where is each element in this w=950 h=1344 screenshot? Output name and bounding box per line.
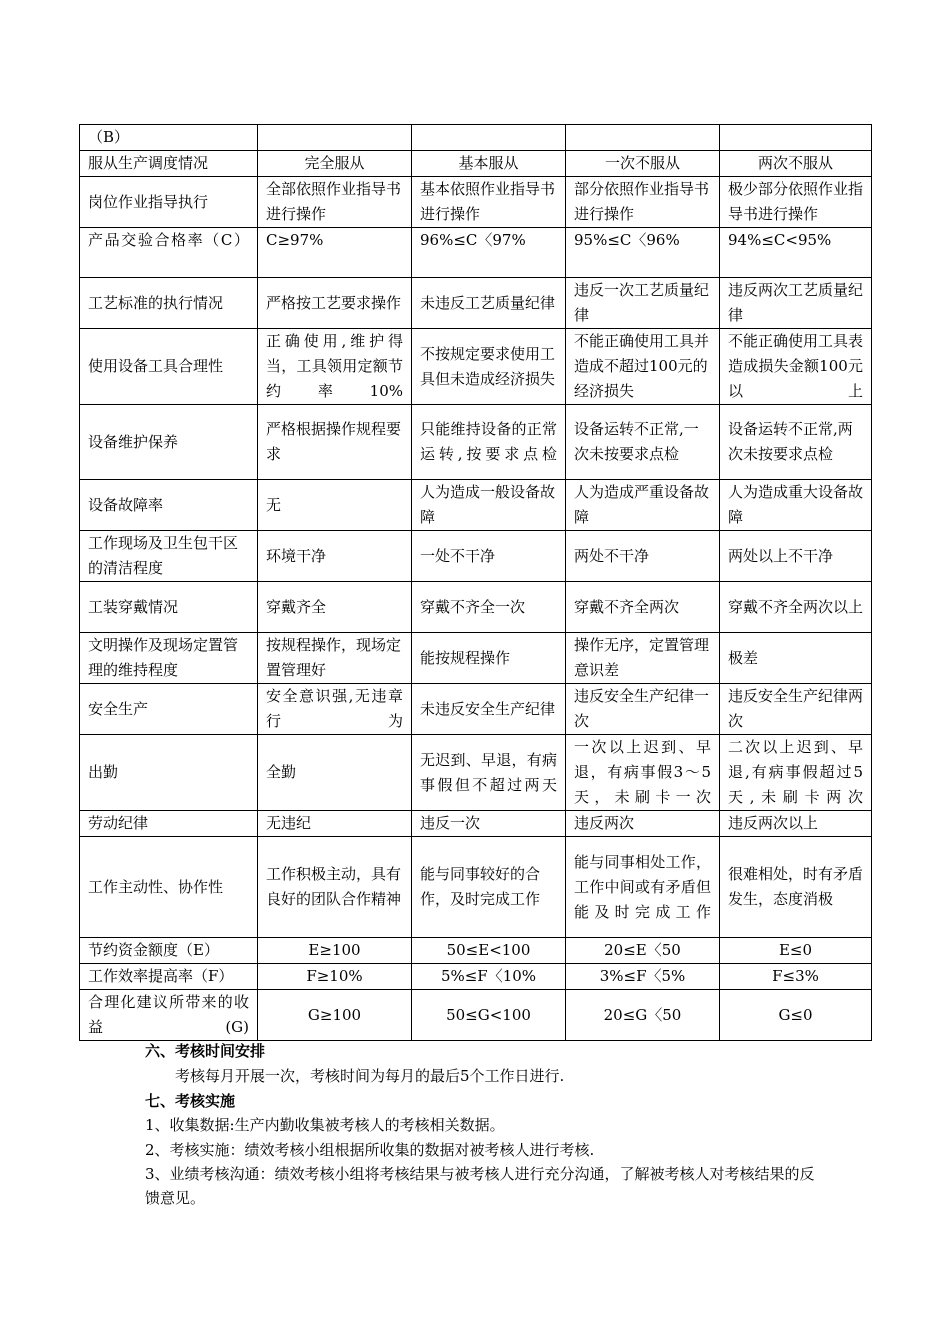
table-row: [80, 480, 872, 531]
table-row: [80, 633, 872, 684]
table-cell: F≥10%: [258, 964, 412, 990]
table-cell: 违反两次以上: [720, 811, 872, 837]
table-cell: 无违纪: [258, 811, 412, 837]
table-cell: 操作无序，定置管理意识差: [566, 633, 720, 684]
table-cell: 严格按工艺要求操作: [258, 278, 412, 329]
table-cell: 违反一次工艺质量纪律: [566, 278, 720, 329]
table-cell: 正确使用,维护得当，工具领用定额节约率10%: [258, 329, 412, 405]
table-cell: 两次不服从: [720, 151, 872, 177]
table-cell: C≥97%: [258, 228, 412, 278]
table-cell: 人为造成重大设备故障: [720, 480, 872, 531]
table-cell: 20≤E〈50: [566, 938, 720, 964]
section-7-item: 1、收集数据:生产内勤收集被考核人的考核相关数据。: [145, 1116, 505, 1134]
table-cell-criterion: 工艺标准的执行情况: [80, 278, 258, 329]
table-cell-criterion: 工作现场及卫生包干区的清洁程度: [80, 531, 258, 582]
table-cell: 无: [258, 480, 412, 531]
table-cell: 全部依照作业指导书进行操作: [258, 177, 412, 228]
table-row: [80, 684, 872, 735]
table-cell: 违反两次: [566, 811, 720, 837]
table-cell-criterion: 工作效率提高率（F）: [80, 964, 258, 990]
table-cell-criterion: 劳动纪律: [80, 811, 258, 837]
table-cell: 基本服从: [412, 151, 566, 177]
table-row: [80, 177, 872, 228]
table-cell: 设备运转不正常,两次未按要求点检: [720, 405, 872, 480]
assessment-table: [79, 124, 872, 1041]
table-cell: 违反安全生产纪律两次: [720, 684, 872, 735]
table-cell: 二次以上迟到、早退,有病事假超过5天,未刷卡两次: [720, 735, 872, 811]
table-cell: 人为造成一般设备故障: [412, 480, 566, 531]
table-cell: 50≤G<100: [412, 990, 566, 1041]
table-cell: 违反两次工艺质量纪律: [720, 278, 872, 329]
table-cell: 一处不干净: [412, 531, 566, 582]
table-cell-criterion: 安全生产: [80, 684, 258, 735]
table-cell-criterion: 岗位作业指导执行: [80, 177, 258, 228]
table-cell: 20≤G〈50: [566, 990, 720, 1041]
table-cell: 能按规程操作: [412, 633, 566, 684]
table-cell-criterion: 出勤: [80, 735, 258, 811]
table-cell: 工作积极主动，具有良好的团队合作精神: [258, 837, 412, 938]
table-cell: 两处以上不干净: [720, 531, 872, 582]
table-cell: [566, 125, 720, 151]
table-cell: 人为造成严重设备故障: [566, 480, 720, 531]
table-cell-criterion: 节约资金额度（E）: [80, 938, 258, 964]
table-cell: [412, 125, 566, 151]
table-cell: 穿戴不齐全两次: [566, 582, 720, 633]
table-cell: 不按规定要求使用工具但未造成经济损失: [412, 329, 566, 405]
table-cell: 安全意识强,无违章行为: [258, 684, 412, 735]
table-cell: E≥100: [258, 938, 412, 964]
table-cell: 未违反工艺质量纪律: [412, 278, 566, 329]
table-cell: 不能正确使用工具并造成不超过100元的经济损失: [566, 329, 720, 405]
table-cell: 基本依照作业指导书进行操作: [412, 177, 566, 228]
table-cell: 5%≤F〈10%: [412, 964, 566, 990]
table-row: [80, 125, 872, 151]
table-cell-criterion: 合理化建议所带来的收益(G): [80, 990, 258, 1041]
section-7-item: 2、考核实施：绩效考核小组根据所收集的数据对被考核人进行考核.: [145, 1141, 595, 1159]
table-cell: 只能维持设备的正常运转,按要求点检: [412, 405, 566, 480]
table-cell: 穿戴不齐全两次以上: [720, 582, 872, 633]
table-cell: 一次以上迟到、早退，有病事假3～5天，未刷卡一次: [566, 735, 720, 811]
table-cell: 穿戴齐全: [258, 582, 412, 633]
table-cell-criterion: 设备维护保养: [80, 405, 258, 480]
table-row: [80, 278, 872, 329]
table-cell: 穿戴不齐全一次: [412, 582, 566, 633]
table-row: [80, 531, 872, 582]
table-cell: 极差: [720, 633, 872, 684]
section-6-body: 考核每月开展一次，考核时间为每月的最后5个工作日进行.: [175, 1067, 565, 1085]
table-cell-criterion: 设备故障率: [80, 480, 258, 531]
table-cell: F≤3%: [720, 964, 872, 990]
table-cell: 全勤: [258, 735, 412, 811]
table-cell: 95%≤C〈96%: [566, 228, 720, 278]
table-row: [80, 151, 872, 177]
table-cell: 3%≤F〈5%: [566, 964, 720, 990]
table-cell: 一次不服从: [566, 151, 720, 177]
table-cell: 两处不干净: [566, 531, 720, 582]
table-cell: 极少部分依照作业指导书进行操作: [720, 177, 872, 228]
table-cell: 96%≤C〈97%: [412, 228, 566, 278]
table-cell: 不能正确使用工具表造成损失金额100元以上: [720, 329, 872, 405]
table-cell-criterion: 文明操作及现场定置管理的维持程度: [80, 633, 258, 684]
table-cell-criterion: （B）: [80, 125, 258, 151]
table-cell: 设备运转不正常,一次未按要求点检: [566, 405, 720, 480]
table-cell: 违反一次: [412, 811, 566, 837]
table-cell: 按规程操作，现场定置管理好: [258, 633, 412, 684]
table-cell: G≥100: [258, 990, 412, 1041]
table-cell-criterion: 服从生产调度情况: [80, 151, 258, 177]
table-cell: 环境干净: [258, 531, 412, 582]
table-cell: 50≤E<100: [412, 938, 566, 964]
table-cell: E≤0: [720, 938, 872, 964]
table-cell: 严格根据操作规程要求: [258, 405, 412, 480]
table-cell: G≤0: [720, 990, 872, 1041]
table-cell: 能与同事较好的合作，及时完成工作: [412, 837, 566, 938]
table-cell-criterion: 工装穿戴情况: [80, 582, 258, 633]
table-row: [80, 582, 872, 633]
table-row: [80, 735, 872, 811]
section-6-heading: 六、考核时间安排: [145, 1042, 266, 1060]
table-row: [80, 990, 872, 1041]
section-7-item: 3、业绩考核沟通：绩效考核小组将考核结果与被考核人进行充分沟通，了解被考核人对考核结果的反馈意见。: [145, 1165, 815, 1207]
table-cell: 很难相处，时有矛盾发生，态度消极: [720, 837, 872, 938]
table-cell: 未违反安全生产纪律: [412, 684, 566, 735]
table-cell: 无迟到、早退，有病事假但不超过两天: [412, 735, 566, 811]
section-7-heading: 七、考核实施: [145, 1092, 236, 1110]
table-row: [80, 837, 872, 938]
table-cell-criterion: 工作主动性、协作性: [80, 837, 258, 938]
table-cell: 违反安全生产纪律一次: [566, 684, 720, 735]
table-row: [80, 228, 872, 278]
table-cell: 部分依照作业指导书进行操作: [566, 177, 720, 228]
table-cell: 能与同事相处工作，工作中间或有矛盾但能及时完成工作: [566, 837, 720, 938]
table-cell: [720, 125, 872, 151]
table-cell-criterion: 使用设备工具合理性: [80, 329, 258, 405]
table-row: [80, 938, 872, 964]
table-row: [80, 329, 872, 405]
table-cell: [258, 125, 412, 151]
table-row: [80, 964, 872, 990]
table-row: [80, 811, 872, 837]
table-cell: 完全服从: [258, 151, 412, 177]
table-cell: 94%≤C<95%: [720, 228, 872, 278]
table-cell-criterion: 产品交验合格率（C）: [80, 228, 258, 278]
table-row: [80, 405, 872, 480]
